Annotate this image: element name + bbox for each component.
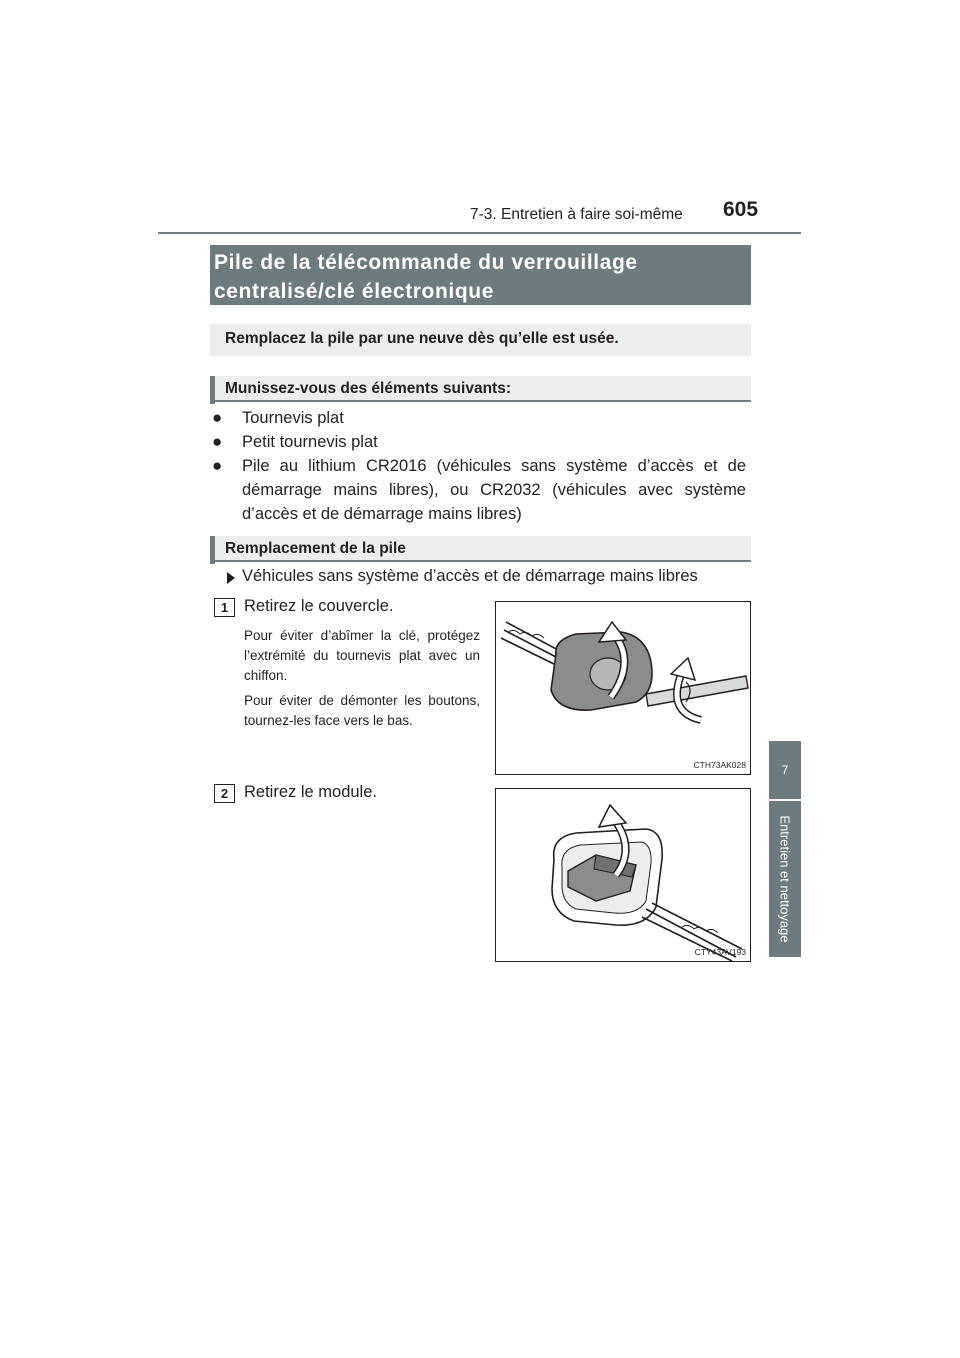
bullet-icon: ●	[212, 456, 223, 475]
page-number: 605	[723, 198, 759, 221]
section-title	[210, 245, 751, 305]
bullet-icon: ●	[212, 408, 223, 427]
step-number-1: 1	[214, 598, 235, 617]
key-module-illustration	[496, 789, 750, 961]
replacement-heading: Remplacement de la pile	[210, 536, 751, 562]
step-1-note-1: Pour éviter d’abîmer la clé, protégez l’extrémité du tournevis plat avec un chiffon.	[244, 628, 480, 683]
figure-code-1: CTH73AK028	[693, 760, 746, 770]
figure-remove-module	[495, 788, 751, 962]
bullet-icon: ●	[212, 432, 223, 451]
triangle-right-icon	[227, 572, 235, 584]
step-1-text: Retirez le couvercle.	[244, 597, 394, 615]
items-heading: Munissez-vous des éléments suivants:	[210, 376, 751, 402]
header-section-title: 7-3. Entretien à faire soi-même	[470, 206, 683, 223]
header-divider	[158, 232, 801, 234]
key-cover-illustration	[496, 602, 750, 774]
step-1-note-2: Pour éviter de démonter les boutons, tournez-les face vers le bas.	[244, 693, 480, 728]
section-title-line1: Pile de la télécommande du verrouillage	[214, 251, 638, 274]
list-item: ● Tournevis plat	[212, 406, 746, 430]
figure-remove-cover	[495, 601, 751, 775]
step-2-text: Retirez le module.	[244, 783, 377, 801]
figure-code-2: CTY43AV193	[694, 947, 746, 957]
items-list	[212, 406, 746, 526]
chapter-tab-number: 7	[769, 741, 801, 799]
section-title-line2: centralisé/clé électronique	[214, 280, 494, 303]
list-item: ● Petit tournevis plat	[212, 430, 746, 454]
method-label: Véhicules sans système d’accès et de démarrage mains libres	[242, 567, 698, 585]
list-item: ● Pile au lithium CR2016 (véhicules sans système d’accès et de démarrage mains libres), ou CR2032 (véhicules avec système d’accès et de démarrage mains libres)	[212, 456, 746, 523]
step-number-2: 2	[214, 784, 235, 803]
intro-text: Remplacez la pile par une neuve dès qu’elle est usée.	[210, 324, 751, 356]
chapter-tab-title: Entretien et nettoyage	[769, 801, 801, 957]
